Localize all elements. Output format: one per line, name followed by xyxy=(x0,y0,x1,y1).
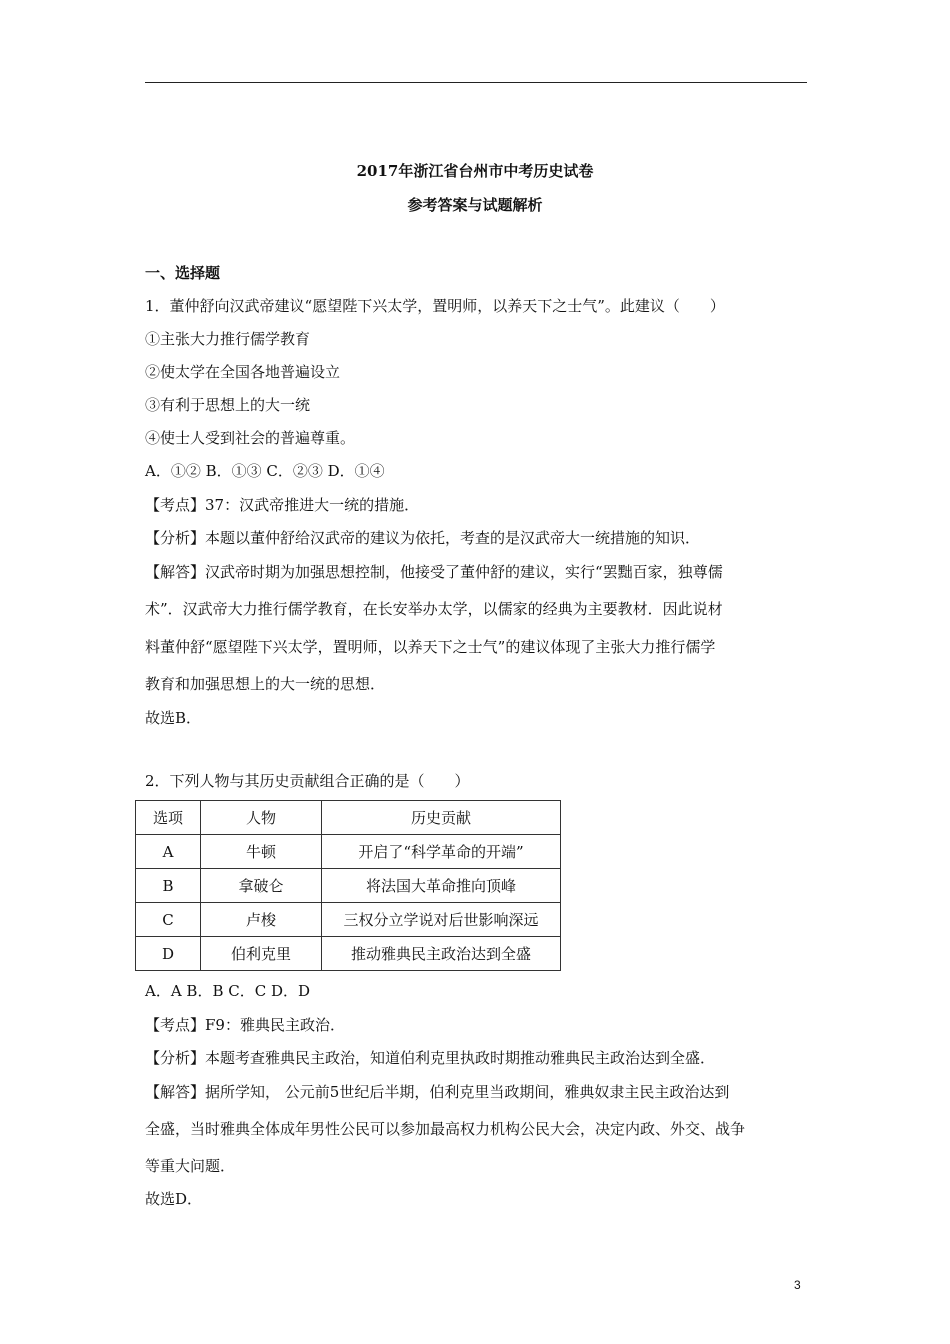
q1-choices: A．①② B．①③ C．②③ D．①④ xyxy=(145,462,385,480)
q1-jieda-line-3: 料董仲舒“愿望陛下兴太学，置明师，以养天下之士气”的建议体现了主张大力推行儒学 xyxy=(145,638,716,656)
kaodian-text: 37：汉武帝推进大一统的措施． xyxy=(205,496,420,514)
table-cell: 伯利克里 xyxy=(201,937,322,971)
table-cell: 将法国大革命推向顶峰 xyxy=(322,869,561,903)
table-row xyxy=(136,903,561,937)
q1-jieda-line-2: 术”．汉武帝大力推行儒学教育，在长安举办太学，以儒家的经典为主要教材．因此说材 xyxy=(145,600,723,618)
header-rule xyxy=(145,82,807,83)
q2-kaodian xyxy=(145,1014,345,1035)
q1-conclusion: 故选B． xyxy=(145,709,202,727)
kaodian-label: 【考点】 xyxy=(145,496,206,514)
q2-choices: A．A B．B C．C D．D xyxy=(145,982,311,1000)
table-header-cell: 人物 xyxy=(201,801,322,835)
table-header-row xyxy=(136,801,561,835)
table-cell: 开启了“科学革命的开端” xyxy=(322,835,561,869)
q2-jieda-line-2: 全盛，当时雅典全体成年男性公民可以参加最高权力机构公民大会，决定内政、外交、战争 xyxy=(145,1120,746,1138)
table-header-cell: 选项 xyxy=(136,801,201,835)
fenxi-text: 本题考查雅典民主政治，知道伯利克里执政时期推动雅典民主政治达到全盛． xyxy=(205,1049,716,1067)
fenxi-label: 【分析】 xyxy=(145,1049,206,1067)
jieda-line: 汉武帝时期为加强思想控制，他接受了董仲舒的建议，实行“罢黜百家，独尊儒 xyxy=(205,563,723,581)
page-number: 3 xyxy=(794,1278,801,1292)
fenxi-text: 本题以董仲舒给汉武帝的建议为依托，考查的是汉武帝大一统措施的知识． xyxy=(205,529,701,547)
page-subtitle: 参考答案与试题解析 xyxy=(407,196,543,214)
q1-statement-1: ①主张大力推行儒学教育 xyxy=(145,330,311,348)
q1-jieda xyxy=(145,561,723,582)
q1-stem: 1．董仲舒向汉武帝建议“愿望陛下兴太学，置明师，以养天下之士气”。此建议（ ） xyxy=(145,297,725,315)
table-cell: 卢梭 xyxy=(201,903,322,937)
fenxi-label: 【分析】 xyxy=(145,529,206,547)
q2-conclusion: 故选D． xyxy=(145,1190,203,1208)
kaodian-text: F9：雅典民主政治． xyxy=(205,1016,345,1034)
q2-jieda-line-3: 等重大问题． xyxy=(145,1157,236,1175)
table-cell: 牛顿 xyxy=(201,835,322,869)
table-header-cell: 历史贡献 xyxy=(322,801,561,835)
table-cell: A xyxy=(136,835,201,869)
q2-jieda xyxy=(145,1081,729,1102)
q1-fenxi xyxy=(145,527,700,548)
q1-statement-4: ④使士人受到社会的普遍尊重。 xyxy=(145,429,356,447)
q1-statement-3: ③有利于思想上的大一统 xyxy=(145,396,311,414)
table-cell: 三权分立学说对后世影响深远 xyxy=(322,903,561,937)
table-cell: D xyxy=(136,937,201,971)
table-row xyxy=(136,835,561,869)
table-row xyxy=(136,937,561,971)
table-row xyxy=(136,869,561,903)
kaodian-label: 【考点】 xyxy=(145,1016,206,1034)
page-title: 2017年浙江省台州市中考历史试卷 xyxy=(356,162,594,180)
q1-statement-2: ②使太学在全国各地普遍设立 xyxy=(145,363,341,381)
q1-kaodian xyxy=(145,494,419,515)
section-heading: 一、选择题 xyxy=(145,264,221,282)
table-cell: C xyxy=(136,903,201,937)
q1-jieda-line-4: 教育和加强思想上的大一统的思想． xyxy=(145,675,386,693)
jieda-label: 【解答】 xyxy=(145,1083,206,1101)
table-cell: 推动雅典民主政治达到全盛 xyxy=(322,937,561,971)
answer-table xyxy=(135,800,561,971)
q2-fenxi xyxy=(145,1047,715,1068)
jieda-line: 据所学知， 公元前5世纪后半期，伯利克里当政期间，雅典奴隶主民主政治达到 xyxy=(205,1083,730,1101)
q2-stem: 2．下列人物与其历史贡献组合正确的是（ ） xyxy=(145,772,470,790)
jieda-label: 【解答】 xyxy=(145,563,206,581)
table-cell: 拿破仑 xyxy=(201,869,322,903)
table-cell: B xyxy=(136,869,201,903)
